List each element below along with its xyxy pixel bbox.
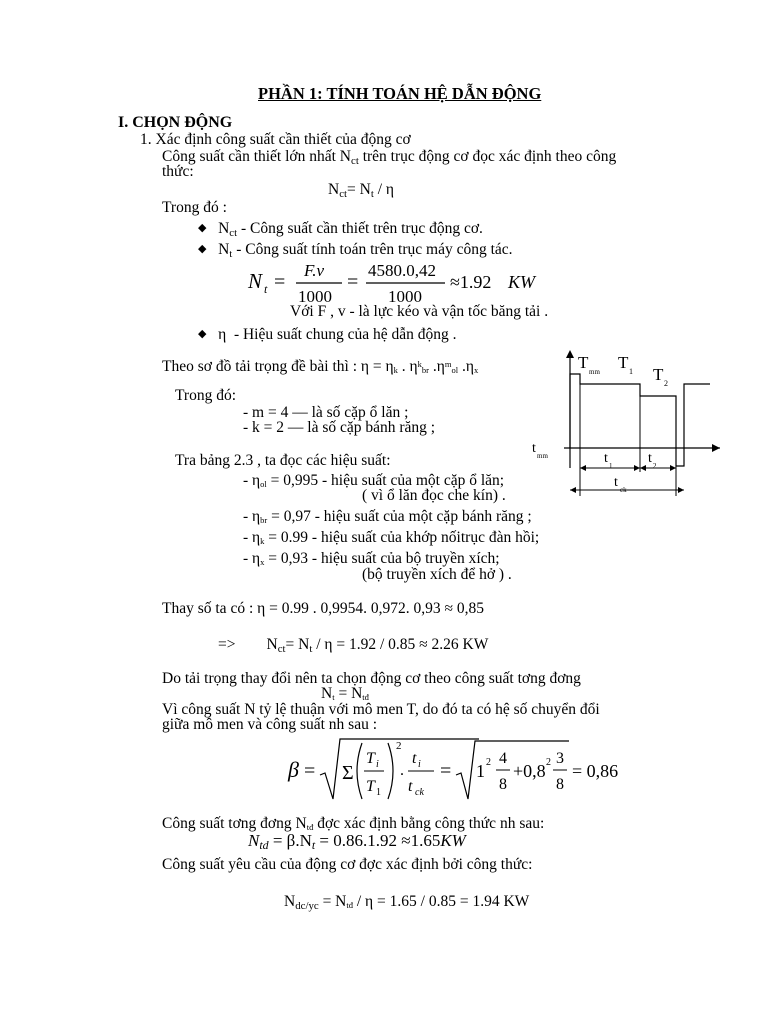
eff-br: - ηbr = 0,97 - hiệu suất của một cặp bánh răng ; [243, 508, 532, 525]
svg-text:mm: mm [589, 368, 600, 376]
label-tck: t [614, 475, 618, 490]
vi-cong-suat-2: giữa mô men và công suất nh sau : [162, 716, 378, 733]
svg-text:i: i [376, 759, 379, 770]
yeu-cau-line: Công suất yêu cầu của động cơ đợc xác định bởi công thức: [162, 856, 533, 873]
svg-text:1: 1 [376, 787, 381, 798]
label-t2-top: T [653, 365, 664, 384]
intro-line-1: Công suất cần thiết lớn nhất Nct trên trục động cơ đọc xác định theo công [162, 148, 617, 167]
bullet-nct: ◆ Nct - Công suất cần thiết trên trục động cơ. [198, 220, 483, 239]
voi-line: Với F , v - là lực kéo và vận tốc băng tải . [290, 303, 549, 320]
label-t1-bottom: t [604, 451, 608, 466]
nt-den1: 1000 [298, 287, 332, 306]
eff-x-note: (bộ truyền xích để hở ) . [362, 566, 512, 583]
svg-text:=: = [304, 760, 316, 782]
bullet-nt: ◆ Nt - Công suất tính toán trên trục máy công tác. [198, 241, 513, 260]
beta-symbol: β [288, 757, 299, 782]
tck-den: t [408, 778, 413, 795]
beta-result: = 0,86 [572, 761, 619, 781]
ti-num: T [366, 750, 375, 767]
vi-cong-suat-1: Vì công suất N tỷ lệ thuận với mô men T, do đó ta có hệ số chuyển đổi [162, 701, 600, 718]
do-tai-line: Do tải trọng thay đổi nên ta chọn động cơ theo công suất tơng đơng [162, 670, 581, 687]
svg-text:4: 4 [499, 750, 507, 767]
tra-bang-line: Tra bảng 2.3 , ta đọc các hiệu suất: [175, 452, 391, 469]
ti-small: t [412, 750, 417, 767]
t1-den: T [366, 778, 375, 795]
ntd-formula: Ntd = β.Nt = 0.86.1.92 ≈1.65KW [248, 831, 466, 852]
svg-text:=: = [440, 760, 452, 782]
svg-text:mm: mm [537, 452, 548, 460]
nt-unit: KW [508, 272, 535, 292]
svg-text:3: 3 [556, 750, 564, 767]
sigma-symbol: Σ [342, 762, 354, 784]
label-t1-top: T [618, 353, 629, 372]
svg-text:=: = [274, 271, 286, 293]
eff-x: - ηx = 0,93 - hiệu suất của bộ truyền xích; [243, 550, 500, 567]
subsection-heading: 1. Xác định công suất cần thiết của động cơ [140, 131, 411, 148]
svg-text:.: . [400, 762, 404, 779]
svg-text:8: 8 [499, 776, 507, 793]
intro-line-2: thức: [162, 163, 194, 180]
svg-text:8: 8 [556, 776, 564, 793]
svg-text:2: 2 [653, 462, 657, 470]
svg-text:+0,8: +0,8 [513, 761, 546, 781]
k-line: - k = 2 — là số cặp bánh răng ; [243, 419, 436, 436]
svg-text:i: i [418, 759, 421, 770]
load-diagram [528, 348, 728, 508]
nt-lhs: N [248, 269, 263, 293]
label-tmm-top: T [578, 353, 589, 372]
formula-nct: Nct= Nt / η [328, 181, 395, 200]
svg-text:2: 2 [546, 757, 551, 768]
nt-num1: F.v [304, 261, 324, 280]
diagram-axis-arrow-right [712, 444, 720, 452]
eff-ol: - ηol = 0,995 - hiệu suất của một cặp ổ lăn; [243, 472, 505, 489]
section-heading: I. CHỌN ĐỘNG [118, 114, 233, 131]
final-formula: Ndc/yc = Ntđ / η = 1.65 / 0.85 = 1.94 KW [284, 893, 530, 912]
svg-text:=: = [347, 271, 359, 293]
eff-ol-note: ( vì ổ lăn đọc che kín) . [362, 487, 506, 504]
svg-text:2: 2 [486, 757, 491, 768]
svg-text:1: 1 [476, 761, 485, 781]
theo-so-do-line: Theo sơ đồ tải trọng đề bài thì : η = ηk . $\eta^kbr$ $.\eta^mol$ .ηx [162, 358, 479, 375]
label-tmm-left: t [532, 441, 536, 456]
diagram-axis-arrow-up [566, 350, 574, 358]
trong-do-label: Trong đó : [162, 199, 227, 216]
m-line: - m = 4 — là số cặp ổ lăn ; [243, 404, 409, 421]
cong-suat-td-line: Công suất tơng đơng Ntđ đợc xác định bằng công thức nh sau: [162, 815, 545, 832]
formula-nt-svg [240, 258, 580, 308]
trong-do-label-2: Trong đó: [175, 387, 237, 404]
svg-text:1: 1 [609, 462, 613, 470]
nt-num2: 4580.0,42 [368, 261, 436, 280]
svg-text:ck: ck [415, 787, 424, 798]
svg-text:1: 1 [629, 367, 633, 376]
svg-text:2: 2 [664, 379, 668, 388]
svg-text:2: 2 [396, 740, 402, 752]
nt-result: ≈1.92 [450, 272, 492, 292]
nt-lhs-sub: t [264, 282, 268, 296]
eff-k: - ηk = 0.99 - hiệu suất của khớp nốitrục đàn hồi; [243, 529, 540, 546]
svg-text:ck: ck [620, 486, 627, 494]
nt-den2: 1000 [388, 287, 422, 306]
nt-ntd-line: Nt = Ntđ [321, 685, 369, 702]
label-t2-bottom: t [648, 451, 652, 466]
result-nct-line: => Nct= Nt / η = 1.92 / 0.85 ≈ 2.26 KW [218, 636, 489, 655]
thay-so-line: Thay số ta có : η = 0.99 . 0,9954. 0,972. 0,93 ≈ 0,85 [162, 600, 484, 617]
beta-formula-svg [284, 735, 644, 805]
page-title: PHẦN 1: TÍNH TOÁN HỆ DẪN ĐỘNG [258, 84, 542, 103]
bullet-eta: ◆ η - Hiệu suất chung của hệ dẫn động . [198, 326, 457, 343]
